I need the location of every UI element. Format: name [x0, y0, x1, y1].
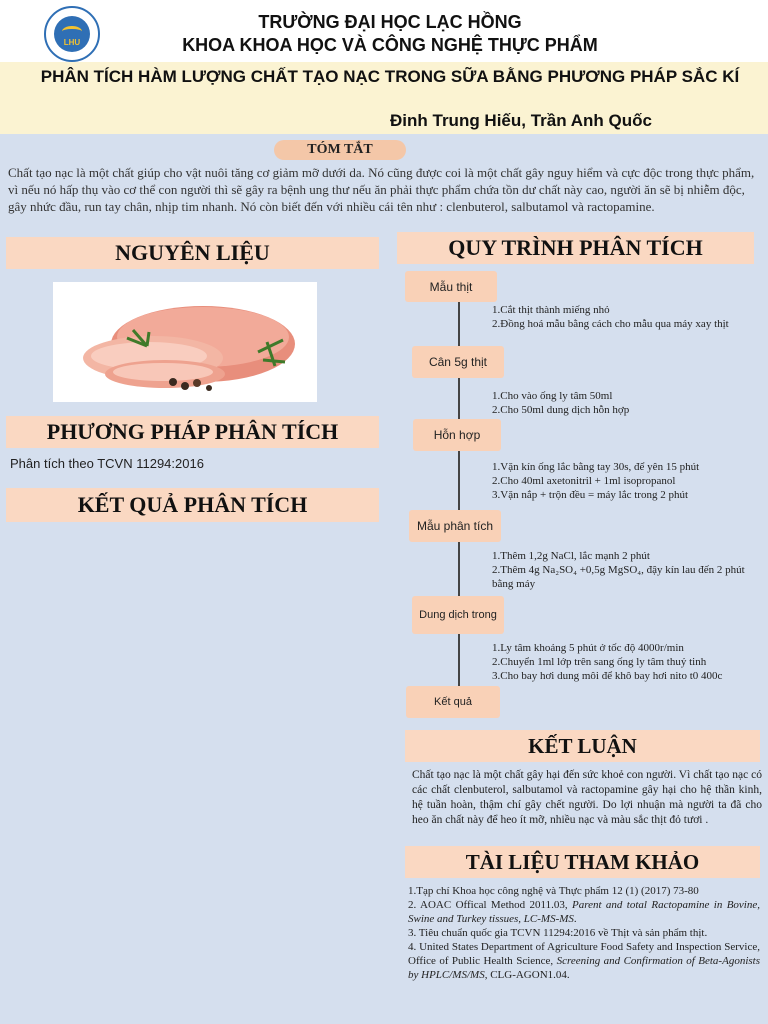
note-line: 1.Cắt thịt thành miếng nhỏ: [492, 304, 610, 316]
ref-title: Screening and Confirmation of Beta-Agonists by HPLC/MS/MS: [408, 955, 760, 981]
note-line: 2.Thêm 4g Na₂SO₄ +0,5g MgSO₄, đậy kín lau đến 2 phút bằng máy: [492, 564, 745, 590]
abstract-label: TÓM TẮT: [274, 140, 406, 160]
meat-image: [53, 282, 317, 402]
note-line: 2.Cho 50ml dung dịch hỗn hợp: [492, 404, 630, 416]
conclusion-heading: KẾT LUẬN: [405, 730, 760, 762]
ref-text: 2. AOAC Offical Method 2011.03,: [408, 899, 572, 911]
results-heading: KẾT QUẢ PHÂN TÍCH: [6, 488, 379, 522]
note-line: 3.Cho bay hơi dung môi để khô bay hơi nito t0 400c: [492, 670, 723, 682]
abstract-text: Chất tạo nạc là một chất giúp cho vật nuôi tăng cơ giảm mỡ dưới da. Nó cũng được coi là một chất gây nguy hiểm và cực độc trong thực phẩm, vì nếu nó hấp thụ vào cơ thể con người thì sẽ gây ra bệnh ung thư nếu ăn phải thực phẩm chứa tồn dư chất này cao, người ăn sẽ bị nhiễm độc, gây nhức đầu, run tay chân, nhịp tim nhanh. Nó còn biết đến với nhiều cái tên như : clenbuterol, salbutamol và ractopamine.: [8, 165, 755, 214]
flow-notes-4: [492, 549, 764, 591]
note-line: 2.Cho 40ml axetonitril + 1ml isopropanol: [492, 475, 676, 487]
bird-icon: [62, 26, 82, 37]
flow-step-sample: Mẫu thịt: [405, 271, 497, 302]
flow-notes-5: [492, 641, 764, 683]
ref-text: , CLG-AGON1.04.: [484, 969, 570, 981]
process-heading: QUY TRÌNH PHÂN TÍCH: [397, 232, 754, 264]
method-text: Phân tích theo TCVN 11294:2016: [10, 456, 204, 471]
flow-step-clear-solution: Dung dịch trong: [412, 596, 504, 634]
flow-notes-3: [492, 460, 764, 502]
method-heading: PHƯƠNG PHÁP PHÂN TÍCH: [6, 416, 379, 448]
note-line: 1.Thêm 1,2g NaCl, lắc mạnh 2 phút: [492, 550, 650, 562]
poster-title: PHÂN TÍCH HÀM LƯỢNG CHẤT TẠO NẠC TRONG SỮA BẰNG PHƯƠNG PHÁP SẮC KÍ: [40, 67, 740, 86]
reference-item: [408, 940, 760, 982]
ref-text: .: [573, 913, 577, 925]
reference-item: 3. Tiêu chuẩn quốc gia TCVN 11294:2016 về Thịt và sản phẩm thịt.: [408, 927, 708, 939]
faculty-name: KHOA KHOA HỌC VÀ CÔNG NGHỆ THỰC PHẨM: [182, 35, 598, 55]
authors: Đinh Trung Hiếu, Trần Anh Quốc: [390, 111, 652, 130]
flow-step-analysis-sample: Mẫu phân tích: [409, 510, 501, 542]
note-line: 3.Vặn nắp + trộn đều = máy lắc trong 2 phút: [492, 489, 689, 501]
university-logo: [44, 6, 100, 62]
note-line: 2.Chuyển 1ml lớp trên sang ống ly tâm thuỷ tinh: [492, 656, 707, 668]
references-list: [408, 884, 760, 982]
materials-heading: NGUYÊN LIỆU: [6, 237, 379, 269]
ref-text: 4. United States Department of Agriculture Food Safety and Inspection Service, Office of Public Health Science,: [408, 941, 760, 967]
flow-notes-1: [492, 303, 764, 331]
meat-illustration: [53, 282, 317, 402]
note-line: 1.Cho vào ống ly tâm 50ml: [492, 390, 613, 402]
note-line: 2.Đồng hoá mẫu bằng cách cho mẫu qua máy xay thịt: [492, 318, 729, 330]
flow-step-result: Kết quả: [406, 686, 500, 718]
flow-notes-2: [492, 389, 764, 417]
reference-item: 1.Tạp chí Khoa học công nghệ và Thực phẩm 12 (1) (2017) 73-80: [408, 885, 699, 897]
note-line: 1.Ly tâm khoảng 5 phút ở tốc độ 4000r/min: [492, 642, 684, 654]
flow-step-weigh: Cân 5g thịt: [412, 346, 504, 378]
reference-item: [408, 898, 760, 926]
references-heading: TÀI LIỆU THAM KHẢO: [405, 846, 760, 878]
university-name: TRƯỜNG ĐẠI HỌC LẠC HỒNG: [258, 12, 522, 32]
ref-title: Parent and total Ractopamine in Bovine, Swine and Turkey tissues, LC-MS-MS: [408, 899, 760, 925]
logo-text: LHU: [63, 38, 81, 47]
flow-step-mixture: Hỗn hợp: [413, 419, 501, 451]
note-line: 1.Vặn kín ống lắc bằng tay 30s, để yên 15 phút: [492, 461, 700, 473]
logo-emblem: [54, 16, 90, 52]
conclusion-text: Chất tạo nạc là một chất gây hại đến sức khoẻ con người. Vì chất tạo nạc có các chất clenbuterol, salbutamol và ractopamine gây hại cho hệ thần kinh, hệ tuần hoàn, thậm chí gây chết người. Do lợi nhuận mà người ta đã cho heo ăn chất này để heo ít mỡ, nhiều nạc và màu sắc thịt đỏ tươi .: [412, 769, 762, 826]
